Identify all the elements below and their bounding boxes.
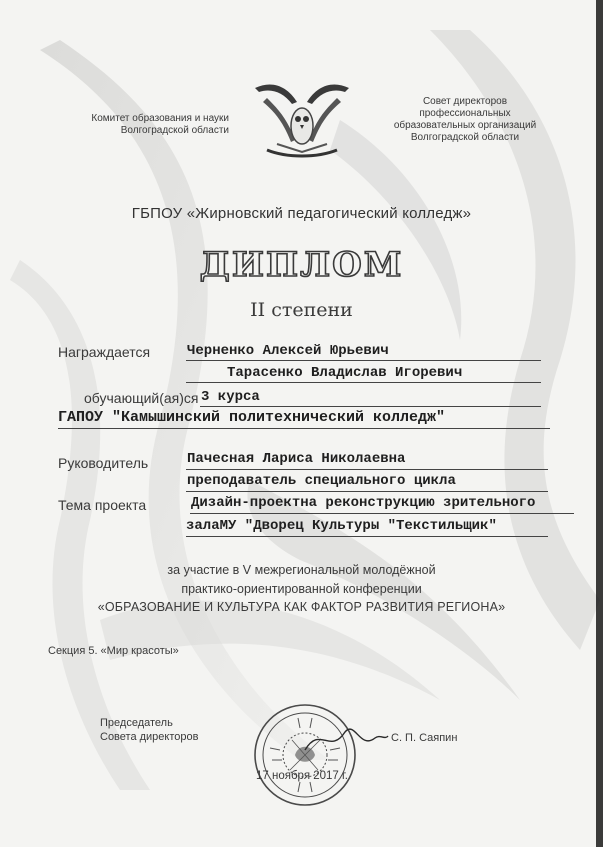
left-organization [54, 113, 229, 137]
project-title-line-2: залаМУ "Дворец Культуры "Текстильщик" [186, 518, 497, 534]
owl-emblem-icon [247, 78, 357, 166]
supervisor-position: преподаватель специального цикла [187, 473, 456, 489]
section-name: Секция 5. «Мир красоты» [48, 645, 179, 657]
signatory-name: С. П. Саяпин [391, 732, 458, 744]
left-org-line: Комитет образования и науки [91, 113, 229, 124]
underline [186, 382, 541, 383]
diploma-title: ДИПЛОМ [199, 245, 404, 285]
conference-name: «ОБРАЗОВАНИЕ И КУЛЬТУРА КАК ФАКТОР РАЗВИТИЯ РЕГИОНА» [97, 600, 506, 614]
right-org-line: Совет директоров [422, 96, 508, 107]
project-label: Тема проекта [58, 497, 147, 513]
underline [186, 360, 541, 361]
supervisor-name: Пачесная Лариса Николаевна [187, 451, 406, 467]
right-organization [385, 96, 545, 144]
signature-role-line: Председатель [100, 717, 173, 729]
signature-date: 17 ноября 2017 г. [256, 770, 348, 782]
diploma-degree: II степени [250, 299, 353, 321]
awarded-name-2: Тарасенко Владислав Игоревич [227, 365, 463, 381]
student-label: обучающий(ая)ся [84, 390, 199, 406]
awarded-name-1: Черненко Алексей Юрьевич [187, 343, 389, 359]
underline [200, 406, 541, 407]
underline [190, 513, 574, 514]
student-course: 3 курса [201, 389, 260, 405]
left-org-line: Волгоградской области [120, 125, 229, 136]
underline [186, 491, 548, 492]
awarded-label: Награждается [58, 344, 151, 360]
right-org-line: профессиональных [419, 108, 511, 119]
signature-role-line: Совета директоров [100, 731, 199, 743]
college-name: ГБПОУ «Жирновский педагогический колледж» [131, 205, 472, 222]
signature-icon [300, 720, 390, 760]
underline [186, 536, 548, 537]
underline [58, 428, 550, 429]
supervisor-label: Руководитель [58, 455, 149, 471]
project-title-line-1: Дизайн-проектна реконструкцию зрительного [191, 495, 536, 511]
right-org-line: образовательных организаций [393, 120, 537, 131]
conference-line: за участие в V межрегиональной молодёжной [167, 563, 436, 577]
underline [186, 469, 548, 470]
student-institution: ГАПОУ "Камышинский политехнический колледж" [58, 409, 446, 426]
conference-line: практико-ориентированной конференции [181, 582, 422, 596]
right-org-line: Волгоградской области [410, 132, 520, 143]
